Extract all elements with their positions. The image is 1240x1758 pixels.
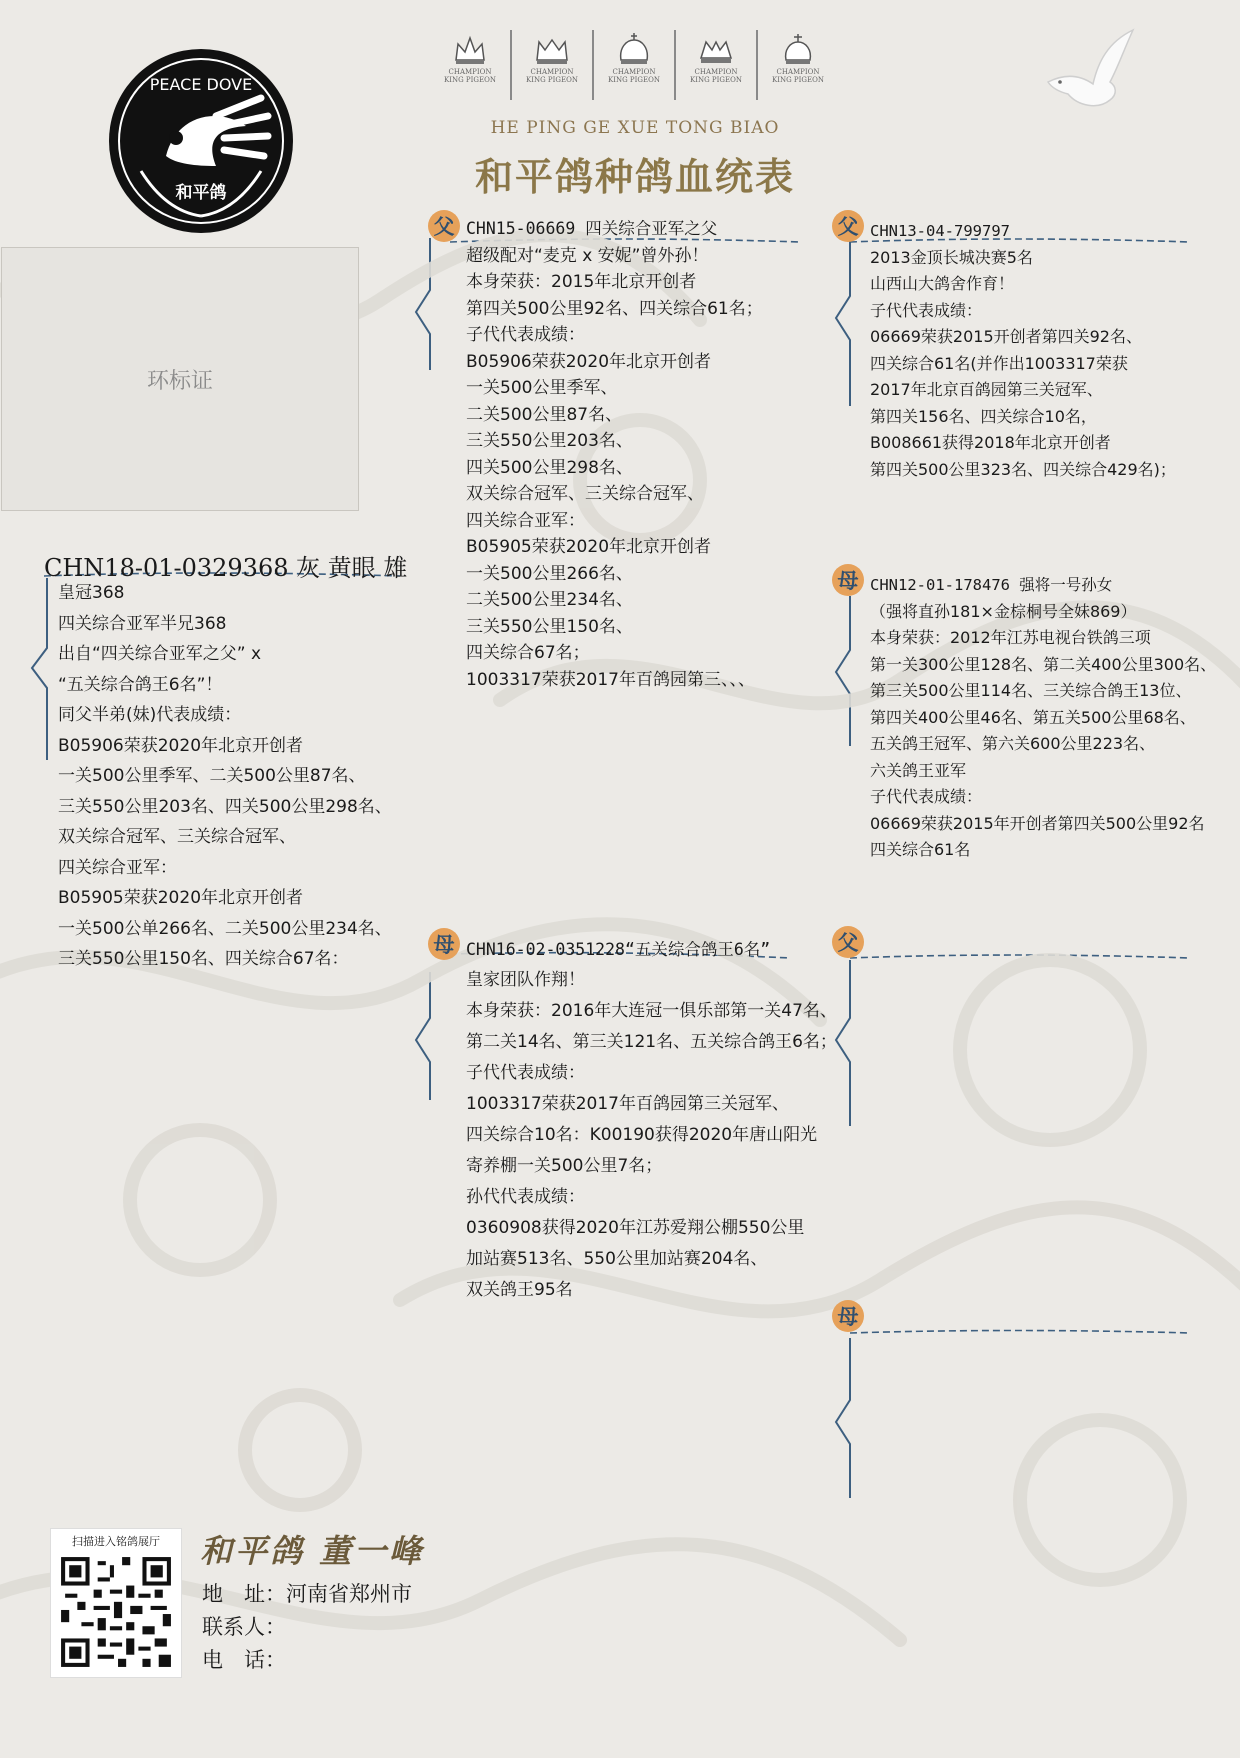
sire-dam-line: 四关综合61名 (870, 840, 971, 859)
dam-line: 0360908获得2020年江苏爱翔公棚550公里 (466, 1218, 805, 1238)
dam-line: 本身荣获：2016年大连冠一俱乐部第一关47名、 (466, 1001, 837, 1021)
dam-line: 第二关14名、第三关121名、五关综合鸽王6名； (466, 1032, 837, 1052)
crown-badge (512, 30, 594, 100)
dam-sire-badge: 父 (832, 926, 864, 958)
dam-block (466, 934, 837, 1306)
sire-sire-line: 子代代表成绩： (870, 300, 983, 320)
sire-line: 一关500公里季军、 (466, 378, 618, 398)
crown-badge (594, 30, 676, 100)
sire-sire-line: 2017年北京百鸽园第三关冠军、 (870, 380, 1103, 399)
sire-dam-line: 五关鸽王冠军、第六关600公里223名、 (870, 734, 1156, 753)
crown-caption: CHAMPION (694, 68, 738, 76)
subject-line: 同父半弟(妹)代表成绩： (58, 705, 242, 725)
sire-line: 本身荣获：2015年北京开创者 (466, 272, 697, 292)
qr-caption: 扫描进入铭鸽展厅 (72, 1535, 160, 1548)
sire-sire-line: B008661获得2018年北京开创者 (870, 433, 1111, 452)
sire-sire-line: 第四关500公里323名、四关综合429名)； (870, 459, 1176, 479)
subject-line: B05905荣获2020年北京开创者 (58, 888, 304, 908)
subject-line: 皇冠368 (58, 583, 125, 603)
dove-icon (1038, 22, 1138, 122)
sire-block (466, 216, 763, 693)
subject-details (58, 578, 392, 975)
subject-id: CHN18-01-0329368 灰 黄眼 雄 (44, 554, 408, 582)
dam-dam-badge: 母 (832, 1300, 864, 1332)
ring-certificate-box (1, 247, 359, 511)
address: 地 址：河南省郑州市 (202, 1582, 412, 1606)
sire-dam-badge: 母 (832, 564, 864, 596)
sire-line: 二关500公里87名、 (466, 404, 623, 425)
sire-line: 双关综合冠军、三关综合冠军、 (466, 484, 704, 504)
qr-code-card[interactable] (50, 1528, 182, 1678)
sire-dam-id: CHN12-01-178476 强将一号孙女 (870, 576, 1113, 594)
sire-sire-line: 四关综合61名(并作出1003317荣获 (870, 353, 1128, 373)
sire-line: B05906荣获2020年北京开创者 (466, 351, 712, 372)
signature: 和平鸽 董一峰 (200, 1532, 425, 1570)
crown-badges (430, 30, 840, 100)
sire-line: 第四关500公里92名、四关综合61名； (466, 298, 763, 319)
subject-line: 一关500公里季军、二关500公里87名、 (58, 766, 366, 786)
dam-line: 1003317荣获2017年百鸽园第三关冠军、 (466, 1094, 789, 1114)
qr-code-icon (57, 1553, 175, 1671)
subject-line: 双关综合冠军、三关综合冠军、 (58, 827, 296, 847)
sire-sire-line: 第四关156名、四关综合10名， (870, 406, 1097, 426)
dam-badge: 母 (428, 928, 460, 960)
contact-person: 联系人： (202, 1615, 286, 1639)
sire-dam-line: 第三关500公里114名、三关综合鸽王13位、 (870, 681, 1192, 700)
crown-caption: KING PIGEON (772, 76, 824, 84)
sire-line: 一关500公里266名、 (466, 563, 633, 584)
sire-sire-line: 山西山大鸽舍作育！ (870, 274, 1015, 293)
crown-caption: CHAMPION (448, 68, 492, 76)
subject-line: 出自“四关综合亚军之父” x (58, 644, 262, 664)
sire-dam-block (870, 572, 1216, 864)
subject-line: 一关500公单266名、二关500公里234名、 (58, 918, 392, 939)
page-title: 和平鸽种鸽血统表 (474, 154, 795, 199)
crown-badge (676, 30, 758, 100)
sire-dam-line: 子代代表成绩： (870, 787, 983, 806)
sire-line: 四关500公里298名、 (466, 457, 633, 478)
dam-line: 孙代代表成绩： (466, 1187, 585, 1207)
crown-icon (696, 30, 736, 68)
contact-info (202, 1578, 412, 1677)
dam-line: 寄养棚一关500公里7名； (466, 1156, 663, 1176)
sire-sire-line: 2013金顶长城决赛5名 (870, 247, 1033, 267)
crown-icon (614, 30, 654, 68)
sire-badge: 父 (428, 210, 460, 242)
sire-sire-block (870, 218, 1176, 483)
crown-icon (450, 30, 490, 68)
logo-bottom-text: 和平鸽 (175, 183, 227, 203)
sire-line: 子代代表成绩： (466, 325, 585, 345)
crown-caption: CHAMPION (776, 68, 820, 76)
sire-id: CHN15-06669 四关综合亚军之父 (466, 219, 718, 238)
sire-dam-line: 第四关400公里46名、第五关500公里68名、 (870, 707, 1196, 727)
sire-sire-id: CHN13-04-799797 (870, 222, 1010, 240)
sire-dam-line: （强将直孙181×金棕桐号全妹869） (870, 601, 1137, 621)
sire-dam-line: 06669荣获2015年开创者第四关500公里92名 (870, 813, 1205, 833)
sire-line: 超级配对“麦克 x 安妮”曾外孙！ (466, 245, 709, 266)
dam-line: 皇家团队作翔！ (466, 970, 585, 990)
subject-line: 三关550公里150名、四关综合67名： (58, 949, 349, 969)
ring-certificate-label: 环标证 (146, 368, 213, 394)
dam-line: 双关鸽王95名 (466, 1280, 573, 1300)
sire-line: 二关500公里234名、 (466, 590, 633, 610)
subject-line: 四关综合亚军： (58, 857, 177, 878)
crown-icon (532, 30, 572, 68)
peace-dove-logo (96, 46, 306, 236)
crown-icon (778, 30, 818, 68)
crown-caption: KING PIGEON (444, 76, 496, 84)
sire-dam-line: 本身荣获：2012年江苏电视台铁鸽三项 (870, 628, 1151, 647)
crown-caption: CHAMPION (612, 68, 656, 76)
sire-line: 四关综合亚军： (466, 510, 585, 531)
sire-line: 四关综合67名； (466, 643, 590, 663)
dam-id: CHN16-02-0351228“五关综合鸽王6名” (466, 940, 771, 959)
sire-sire-badge: 父 (832, 210, 864, 242)
subject-line: B05906荣获2020年北京开创者 (58, 735, 304, 756)
subject-line: “五关综合鸽王6名”！ (58, 674, 223, 695)
phone: 电 话： (202, 1648, 286, 1672)
crown-badge (758, 30, 838, 100)
sire-sire-line: 06669荣获2015开创者第四关92名、 (870, 327, 1142, 346)
subject-line: 三关550公里203名、四关500公里298名、 (58, 796, 392, 817)
crown-caption: KING PIGEON (526, 76, 578, 84)
title-pinyin: HE PING GE XUE TONG BIAO (490, 118, 780, 138)
sire-line: 1003317荣获2017年百鸽园第三、、、 (466, 669, 755, 690)
sire-line: 三关550公里203名、 (466, 431, 633, 451)
sire-dam-line: 第一关300公里128名、第二关400公里300名、 (870, 654, 1217, 674)
dam-line: 子代代表成绩： (466, 1063, 585, 1083)
crown-badge (430, 30, 512, 100)
subject-line: 四关综合亚军半兄368 (58, 613, 227, 634)
logo-top-text: PEACE DOVE (149, 75, 253, 94)
sire-line: B05905荣获2020年北京开创者 (466, 537, 712, 557)
crown-caption: KING PIGEON (608, 76, 660, 84)
sire-dam-line: 六关鸽王亚军 (870, 760, 967, 780)
crown-caption: CHAMPION (530, 68, 574, 76)
dam-line: 四关综合10名：K00190获得2020年唐山阳光 (466, 1125, 818, 1145)
crown-caption: KING PIGEON (690, 76, 742, 84)
dam-line: 加站赛513名、550公里加站赛204名、 (466, 1249, 768, 1269)
sire-line: 三关550公里150名、 (466, 616, 633, 637)
